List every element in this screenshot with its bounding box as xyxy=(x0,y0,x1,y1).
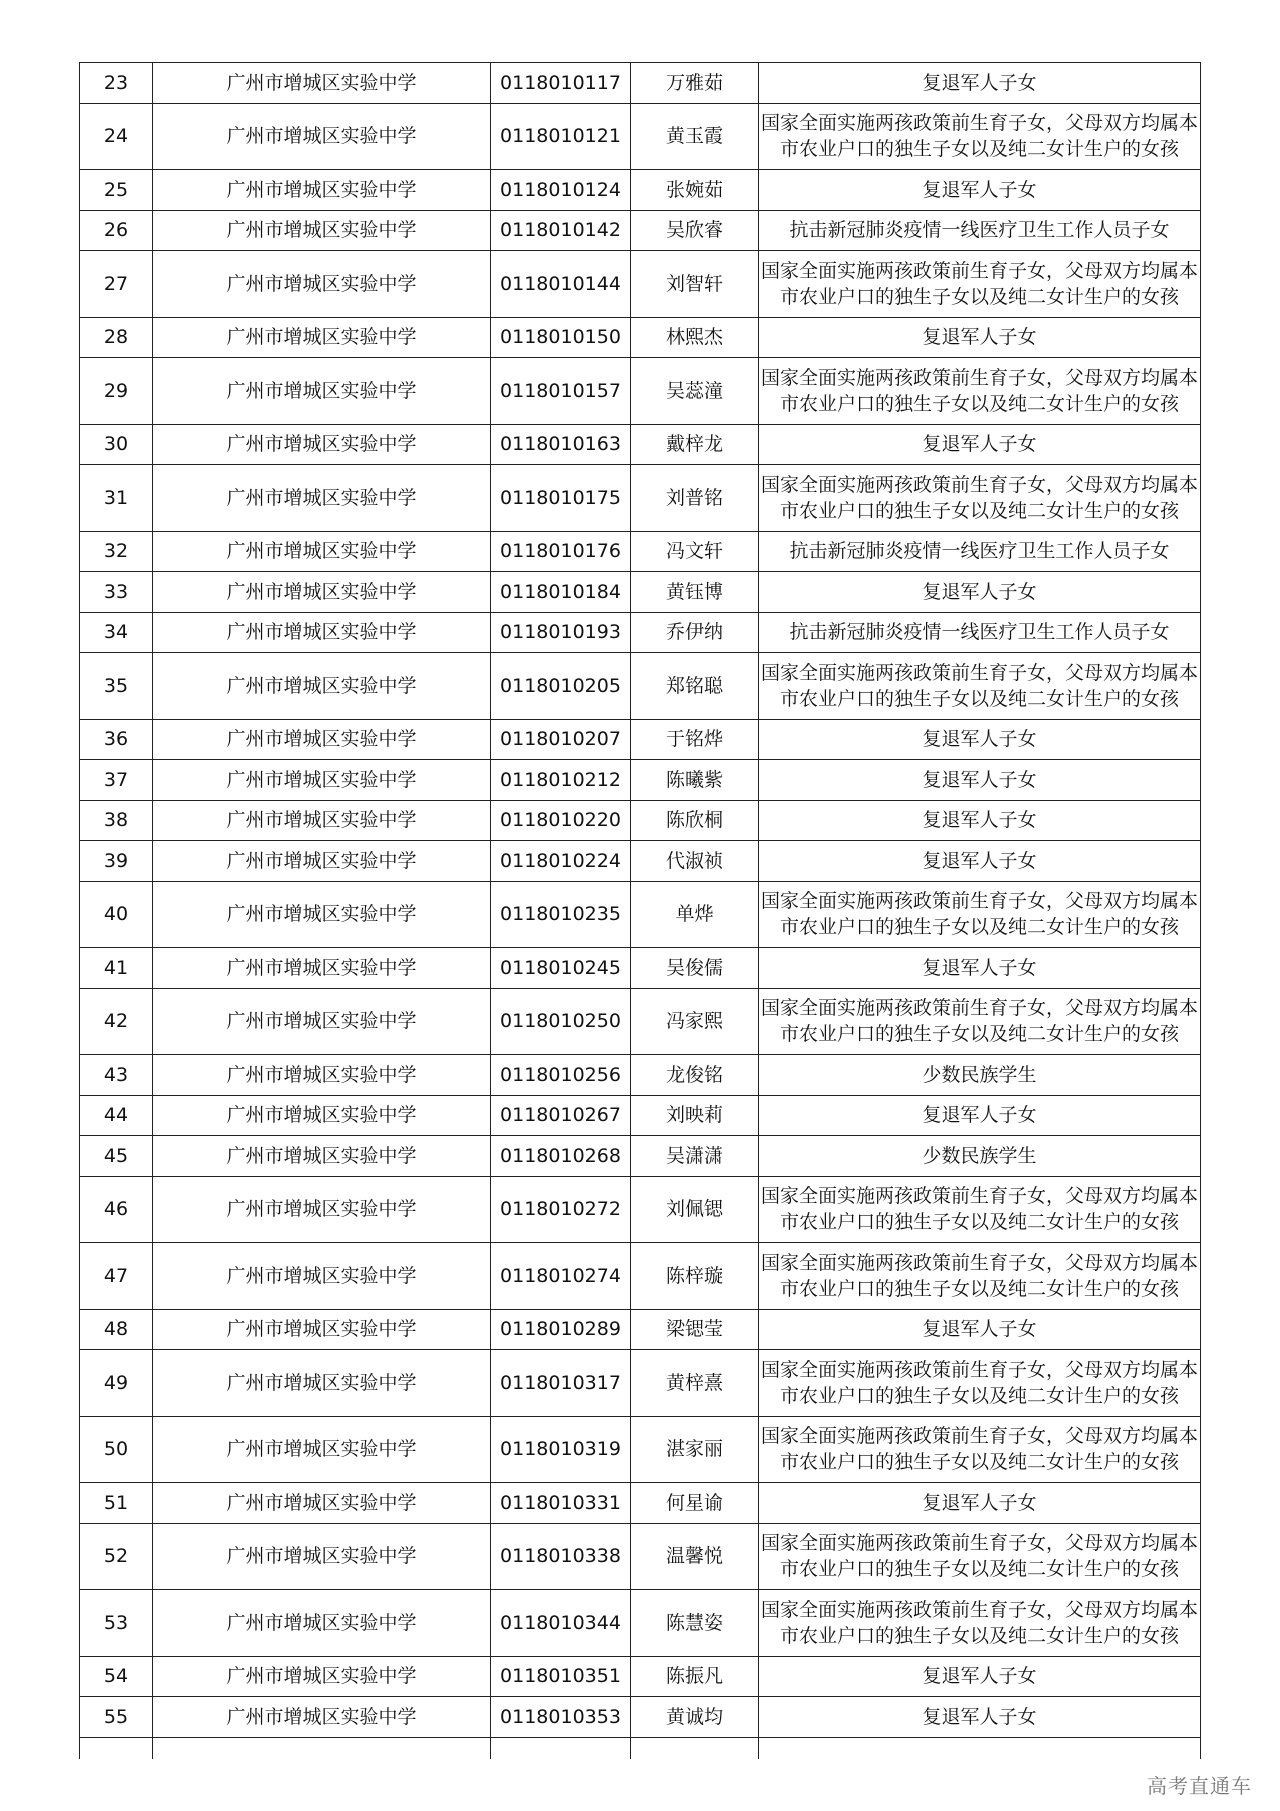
table-row xyxy=(80,1176,1201,1243)
school-cell: 广州市增城区实验中学 xyxy=(153,572,491,613)
table-row xyxy=(80,63,1201,104)
school-cell: 广州市增城区实验中学 xyxy=(153,1590,491,1657)
empty-cell xyxy=(759,1737,1201,1759)
row-number-cell: 25 xyxy=(80,170,153,211)
category-cell: 国家全面实施两孩政策前生育子女，父母双方均属本市农业户口的独生子女以及纯二女计生户的女孩 xyxy=(759,1243,1201,1310)
category-cell: 抗击新冠肺炎疫情一线医疗卫生工作人员子女 xyxy=(759,612,1201,653)
category-cell: 复退军人子女 xyxy=(759,1656,1201,1697)
row-number-cell: 46 xyxy=(80,1176,153,1243)
row-number-cell: 44 xyxy=(80,1095,153,1136)
candidate-id-cell: 0118010331 xyxy=(491,1483,631,1524)
row-number-cell: 42 xyxy=(80,988,153,1055)
table-row xyxy=(80,1243,1201,1310)
school-cell: 广州市增城区实验中学 xyxy=(153,1055,491,1096)
row-number-cell: 43 xyxy=(80,1055,153,1096)
student-name-cell: 黄梓熹 xyxy=(631,1350,759,1417)
school-cell: 广州市增城区实验中学 xyxy=(153,800,491,841)
table-row xyxy=(80,1136,1201,1177)
student-name-cell: 黄钰博 xyxy=(631,572,759,613)
candidate-id-cell: 0118010224 xyxy=(491,841,631,882)
school-cell: 广州市增城区实验中学 xyxy=(153,1350,491,1417)
candidate-id-cell: 0118010121 xyxy=(491,103,631,170)
category-cell: 少数民族学生 xyxy=(759,1136,1201,1177)
candidate-id-cell: 0118010175 xyxy=(491,465,631,532)
student-name-cell: 刘佩锶 xyxy=(631,1176,759,1243)
school-cell: 广州市增城区实验中学 xyxy=(153,358,491,425)
candidate-id-cell: 0118010220 xyxy=(491,800,631,841)
table-row xyxy=(80,531,1201,572)
candidate-id-cell: 0118010353 xyxy=(491,1697,631,1738)
row-number-cell: 51 xyxy=(80,1483,153,1524)
table-row xyxy=(80,210,1201,251)
table-row xyxy=(80,358,1201,425)
table-row xyxy=(80,800,1201,841)
category-cell: 抗击新冠肺炎疫情一线医疗卫生工作人员子女 xyxy=(759,210,1201,251)
candidate-id-cell: 0118010274 xyxy=(491,1243,631,1310)
table-row xyxy=(80,251,1201,318)
candidate-id-cell: 0118010193 xyxy=(491,612,631,653)
category-cell: 复退军人子女 xyxy=(759,1483,1201,1524)
table-row xyxy=(80,841,1201,882)
table-row xyxy=(80,1055,1201,1096)
row-number-cell: 37 xyxy=(80,760,153,801)
category-cell: 复退军人子女 xyxy=(759,800,1201,841)
student-name-cell: 刘普铭 xyxy=(631,465,759,532)
table-row xyxy=(80,881,1201,948)
row-number-cell: 55 xyxy=(80,1697,153,1738)
candidate-id-cell: 0118010163 xyxy=(491,424,631,465)
candidate-id-cell: 0118010117 xyxy=(491,63,631,104)
row-number-cell: 45 xyxy=(80,1136,153,1177)
student-name-cell: 陈振凡 xyxy=(631,1656,759,1697)
school-cell: 广州市增城区实验中学 xyxy=(153,531,491,572)
row-number-cell: 36 xyxy=(80,719,153,760)
table-row xyxy=(80,653,1201,720)
school-cell: 广州市增城区实验中学 xyxy=(153,841,491,882)
table-body xyxy=(80,63,1201,1760)
student-name-cell: 万雅茹 xyxy=(631,63,759,104)
student-name-cell: 郑铭聪 xyxy=(631,653,759,720)
category-cell: 国家全面实施两孩政策前生育子女，父母双方均属本市农业户口的独生子女以及纯二女计生户的女孩 xyxy=(759,988,1201,1055)
category-cell: 复退军人子女 xyxy=(759,1095,1201,1136)
school-cell: 广州市增城区实验中学 xyxy=(153,881,491,948)
table-row xyxy=(80,1697,1201,1738)
category-cell: 国家全面实施两孩政策前生育子女，父母双方均属本市农业户口的独生子女以及纯二女计生户的女孩 xyxy=(759,1176,1201,1243)
row-number-cell: 27 xyxy=(80,251,153,318)
candidate-id-cell: 0118010338 xyxy=(491,1523,631,1590)
school-cell: 广州市增城区实验中学 xyxy=(153,1095,491,1136)
category-cell: 国家全面实施两孩政策前生育子女，父母双方均属本市农业户口的独生子女以及纯二女计生户的女孩 xyxy=(759,653,1201,720)
table-row xyxy=(80,103,1201,170)
school-cell: 广州市增城区实验中学 xyxy=(153,210,491,251)
student-name-cell: 吴俊儒 xyxy=(631,948,759,989)
table-row xyxy=(80,948,1201,989)
category-cell: 复退军人子女 xyxy=(759,572,1201,613)
candidate-id-cell: 0118010250 xyxy=(491,988,631,1055)
table-row xyxy=(80,760,1201,801)
candidate-id-cell: 0118010351 xyxy=(491,1656,631,1697)
candidate-id-cell: 0118010245 xyxy=(491,948,631,989)
school-cell: 广州市增城区实验中学 xyxy=(153,1697,491,1738)
candidate-id-cell: 0118010272 xyxy=(491,1176,631,1243)
student-name-cell: 戴梓龙 xyxy=(631,424,759,465)
candidate-id-cell: 0118010235 xyxy=(491,881,631,948)
row-number-cell: 48 xyxy=(80,1309,153,1350)
row-number-cell: 33 xyxy=(80,572,153,613)
school-cell: 广州市增城区实验中学 xyxy=(153,760,491,801)
candidate-id-cell: 0118010142 xyxy=(491,210,631,251)
row-number-cell: 34 xyxy=(80,612,153,653)
student-name-cell: 吴蕊潼 xyxy=(631,358,759,425)
admission-list-table xyxy=(79,62,1201,1759)
row-number-cell: 28 xyxy=(80,317,153,358)
candidate-id-cell: 0118010268 xyxy=(491,1136,631,1177)
candidate-id-cell: 0118010317 xyxy=(491,1350,631,1417)
table-row xyxy=(80,612,1201,653)
candidate-id-cell: 0118010205 xyxy=(491,653,631,720)
candidate-id-cell: 0118010124 xyxy=(491,170,631,211)
candidate-id-cell: 0118010157 xyxy=(491,358,631,425)
row-number-cell: 24 xyxy=(80,103,153,170)
candidate-id-cell: 0118010144 xyxy=(491,251,631,318)
category-cell: 复退军人子女 xyxy=(759,760,1201,801)
empty-cell xyxy=(631,1737,759,1759)
student-name-cell: 湛家丽 xyxy=(631,1416,759,1483)
table-row xyxy=(80,988,1201,1055)
student-name-cell: 刘映莉 xyxy=(631,1095,759,1136)
student-name-cell: 何星谕 xyxy=(631,1483,759,1524)
table-row xyxy=(80,1095,1201,1136)
table-row xyxy=(80,170,1201,211)
category-cell: 国家全面实施两孩政策前生育子女，父母双方均属本市农业户口的独生子女以及纯二女计生户的女孩 xyxy=(759,465,1201,532)
school-cell: 广州市增城区实验中学 xyxy=(153,424,491,465)
student-name-cell: 刘智轩 xyxy=(631,251,759,318)
table-row xyxy=(80,1309,1201,1350)
student-name-cell: 冯家熙 xyxy=(631,988,759,1055)
category-cell: 国家全面实施两孩政策前生育子女，父母双方均属本市农业户口的独生子女以及纯二女计生户的女孩 xyxy=(759,1350,1201,1417)
row-number-cell: 53 xyxy=(80,1590,153,1657)
school-cell: 广州市增城区实验中学 xyxy=(153,1176,491,1243)
school-cell: 广州市增城区实验中学 xyxy=(153,719,491,760)
category-cell: 国家全面实施两孩政策前生育子女，父母双方均属本市农业户口的独生子女以及纯二女计生户的女孩 xyxy=(759,1523,1201,1590)
row-number-cell: 23 xyxy=(80,63,153,104)
row-number-cell: 50 xyxy=(80,1416,153,1483)
student-name-cell: 张婉茹 xyxy=(631,170,759,211)
table-row xyxy=(80,1350,1201,1417)
candidate-id-cell: 0118010207 xyxy=(491,719,631,760)
school-cell: 广州市增城区实验中学 xyxy=(153,63,491,104)
category-cell: 国家全面实施两孩政策前生育子女，父母双方均属本市农业户口的独生子女以及纯二女计生户的女孩 xyxy=(759,1416,1201,1483)
school-cell: 广州市增城区实验中学 xyxy=(153,653,491,720)
row-number-cell: 26 xyxy=(80,210,153,251)
student-name-cell: 陈欣桐 xyxy=(631,800,759,841)
category-cell: 复退军人子女 xyxy=(759,63,1201,104)
table-row xyxy=(80,1483,1201,1524)
student-name-cell: 梁锶莹 xyxy=(631,1309,759,1350)
category-cell: 少数民族学生 xyxy=(759,1055,1201,1096)
candidate-id-cell: 0118010267 xyxy=(491,1095,631,1136)
table-row xyxy=(80,424,1201,465)
category-cell: 复退军人子女 xyxy=(759,424,1201,465)
student-name-cell: 冯文轩 xyxy=(631,531,759,572)
student-name-cell: 陈慧姿 xyxy=(631,1590,759,1657)
school-cell: 广州市增城区实验中学 xyxy=(153,1416,491,1483)
school-cell: 广州市增城区实验中学 xyxy=(153,465,491,532)
category-cell: 国家全面实施两孩政策前生育子女，父母双方均属本市农业户口的独生子女以及纯二女计生户的女孩 xyxy=(759,358,1201,425)
category-cell: 复退军人子女 xyxy=(759,1697,1201,1738)
category-cell: 国家全面实施两孩政策前生育子女，父母双方均属本市农业户口的独生子女以及纯二女计生户的女孩 xyxy=(759,103,1201,170)
school-cell: 广州市增城区实验中学 xyxy=(153,612,491,653)
table-row xyxy=(80,317,1201,358)
category-cell: 复退军人子女 xyxy=(759,1309,1201,1350)
category-cell: 国家全面实施两孩政策前生育子女，父母双方均属本市农业户口的独生子女以及纯二女计生户的女孩 xyxy=(759,251,1201,318)
empty-cell xyxy=(153,1737,491,1759)
table-row xyxy=(80,1656,1201,1697)
row-number-cell: 35 xyxy=(80,653,153,720)
candidate-id-cell: 0118010256 xyxy=(491,1055,631,1096)
row-number-cell: 39 xyxy=(80,841,153,882)
row-number-cell: 41 xyxy=(80,948,153,989)
school-cell: 广州市增城区实验中学 xyxy=(153,103,491,170)
school-cell: 广州市增城区实验中学 xyxy=(153,1656,491,1697)
school-cell: 广州市增城区实验中学 xyxy=(153,1483,491,1524)
candidate-id-cell: 0118010289 xyxy=(491,1309,631,1350)
candidate-id-cell: 0118010150 xyxy=(491,317,631,358)
candidate-id-cell: 0118010212 xyxy=(491,760,631,801)
school-cell: 广州市增城区实验中学 xyxy=(153,1523,491,1590)
empty-cell xyxy=(491,1737,631,1759)
student-name-cell: 陈梓璇 xyxy=(631,1243,759,1310)
student-name-cell: 黄玉霞 xyxy=(631,103,759,170)
empty-cell xyxy=(80,1737,153,1759)
student-name-cell: 于铭烨 xyxy=(631,719,759,760)
school-cell: 广州市增城区实验中学 xyxy=(153,317,491,358)
row-number-cell: 54 xyxy=(80,1656,153,1697)
candidate-id-cell: 0118010344 xyxy=(491,1590,631,1657)
school-cell: 广州市增城区实验中学 xyxy=(153,1136,491,1177)
table-row xyxy=(80,1590,1201,1657)
table-row xyxy=(80,1523,1201,1590)
table-row-continuation xyxy=(80,1737,1201,1759)
school-cell: 广州市增城区实验中学 xyxy=(153,988,491,1055)
student-name-cell: 单烨 xyxy=(631,881,759,948)
row-number-cell: 31 xyxy=(80,465,153,532)
school-cell: 广州市增城区实验中学 xyxy=(153,251,491,318)
school-cell: 广州市增城区实验中学 xyxy=(153,948,491,989)
row-number-cell: 49 xyxy=(80,1350,153,1417)
table-row xyxy=(80,1416,1201,1483)
category-cell: 复退军人子女 xyxy=(759,317,1201,358)
candidate-id-cell: 0118010319 xyxy=(491,1416,631,1483)
school-cell: 广州市增城区实验中学 xyxy=(153,170,491,211)
student-name-cell: 温馨悦 xyxy=(631,1523,759,1590)
student-name-cell: 吴潇潇 xyxy=(631,1136,759,1177)
category-cell: 复退军人子女 xyxy=(759,948,1201,989)
student-name-cell: 陈曦紫 xyxy=(631,760,759,801)
category-cell: 复退军人子女 xyxy=(759,170,1201,211)
row-number-cell: 40 xyxy=(80,881,153,948)
watermark-text: 高考直通车 xyxy=(1147,1774,1252,1798)
category-cell: 国家全面实施两孩政策前生育子女，父母双方均属本市农业户口的独生子女以及纯二女计生户的女孩 xyxy=(759,1590,1201,1657)
row-number-cell: 52 xyxy=(80,1523,153,1590)
candidate-id-cell: 0118010176 xyxy=(491,531,631,572)
table-row xyxy=(80,465,1201,532)
student-name-cell: 吴欣睿 xyxy=(631,210,759,251)
row-number-cell: 30 xyxy=(80,424,153,465)
student-name-cell: 林熙杰 xyxy=(631,317,759,358)
candidate-id-cell: 0118010184 xyxy=(491,572,631,613)
category-cell: 国家全面实施两孩政策前生育子女，父母双方均属本市农业户口的独生子女以及纯二女计生户的女孩 xyxy=(759,881,1201,948)
student-name-cell: 乔伊纳 xyxy=(631,612,759,653)
table-row xyxy=(80,572,1201,613)
student-name-cell: 龙俊铭 xyxy=(631,1055,759,1096)
student-name-cell: 代淑祯 xyxy=(631,841,759,882)
school-cell: 广州市增城区实验中学 xyxy=(153,1243,491,1310)
row-number-cell: 32 xyxy=(80,531,153,572)
student-name-cell: 黄诚均 xyxy=(631,1697,759,1738)
row-number-cell: 47 xyxy=(80,1243,153,1310)
table-row xyxy=(80,719,1201,760)
category-cell: 抗击新冠肺炎疫情一线医疗卫生工作人员子女 xyxy=(759,531,1201,572)
row-number-cell: 38 xyxy=(80,800,153,841)
category-cell: 复退军人子女 xyxy=(759,841,1201,882)
category-cell: 复退军人子女 xyxy=(759,719,1201,760)
row-number-cell: 29 xyxy=(80,358,153,425)
school-cell: 广州市增城区实验中学 xyxy=(153,1309,491,1350)
